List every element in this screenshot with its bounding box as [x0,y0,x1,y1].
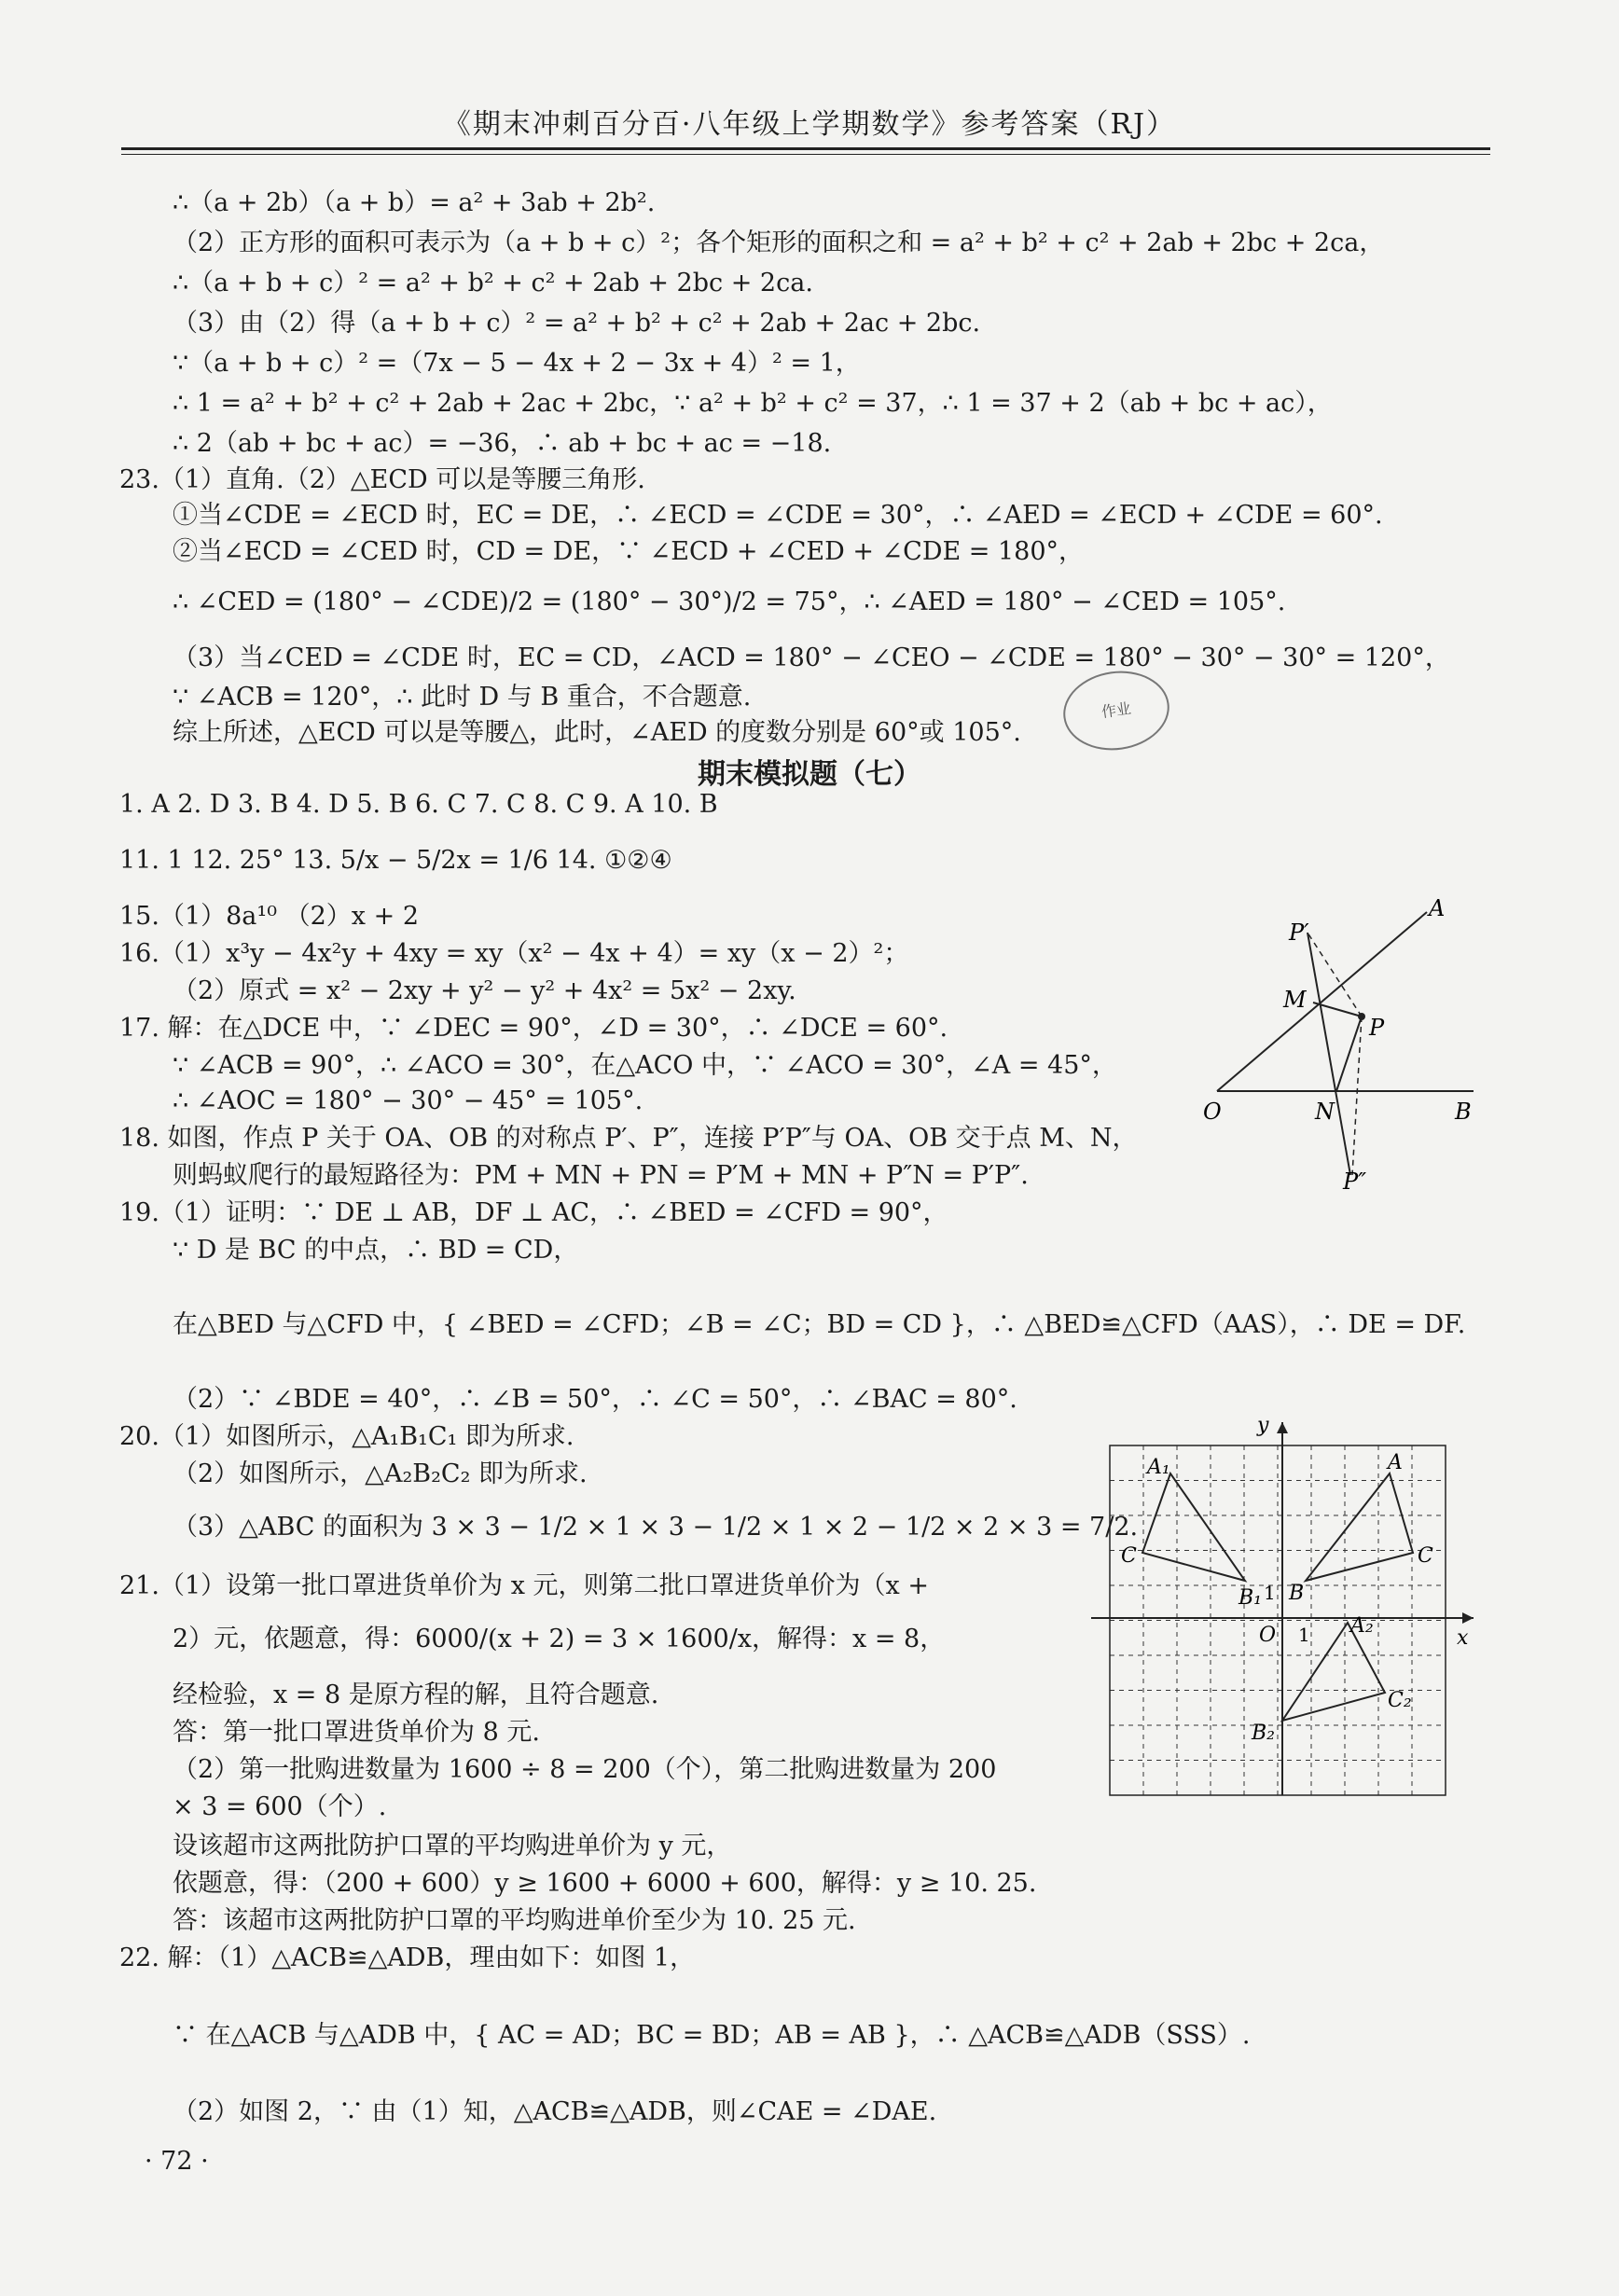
label-origin: O [1259,1624,1277,1647]
header-rule [121,147,1490,150]
question-23: 23.（1）直角.（2）△ECD 可以是等腰三角形. [119,465,645,494]
label-p-double-prime: P″ [1343,1169,1367,1195]
text-line: （2）正方形的面积可表示为（a + b + c）²；各个矩形的面积之和 = a² + b² + c² + 2ab + 2bc + 2ca， [173,228,1385,257]
label-one-x: 1 [1298,1624,1310,1646]
text-line: 2）元，依题意，得：6000/(x + 2) = 3 × 1600/x，解得：x = 8， [173,1625,946,1653]
label-b: B [1289,1582,1305,1605]
question-20: 20.（1）如图所示，△A₁B₁C₁ 即为所求. [119,1422,574,1451]
text-line: 依题意，得：（200 + 600）y ≥ 1600 + 6000 + 600，解得：y ≥ 10. 25. [173,1869,1037,1898]
label-x: x [1457,1626,1469,1650]
label-p-prime: P′ [1289,920,1309,946]
grid [1110,1445,1446,1795]
label-n: N [1315,1099,1335,1125]
triangle-abc [1306,1473,1413,1581]
label-b: B [1455,1099,1472,1125]
text-line: ①当∠CDE = ∠ECD 时，EC = DE，∴ ∠ECD = ∠CDE = 30°，∴ ∠AED = ∠ECD + ∠CDE = 60°. [173,501,1383,530]
text-line: ∵ ∠ACB = 90°，∴ ∠ACO = 30°，在△ACO 中，∵ ∠ACO = 30°，∠A = 45°， [173,1051,1117,1080]
text-line: 在△BED 与△CFD 中，{ ∠BED = ∠CFD；∠B = ∠C；BD = CD }，∴ △BED≌△CFD（AAS），∴ DE = DF. [173,1310,1466,1339]
text-line: （2）∵ ∠BDE = 40°，∴ ∠B = 50°，∴ ∠C = 50°，∴ ∠BAC = 80°. [173,1385,1017,1414]
question-17: 17. 解：在△DCE 中，∵ ∠DEC = 90°，∠D = 30°，∴ ∠DCE = 60°. [119,1014,948,1043]
text-line: 则蚂蚁爬行的最短路径为：PM + MN + PN = P′M + MN + P″N = P′P″. [173,1161,1029,1190]
text-line: （2）原式 = x² − 2xy + y² − y² + 4x² = 5x² − 2xy. [173,976,796,1005]
text-line: （2）如图 2，∵ 由（1）知，△ACB≌△ADB，则∠CAE = ∠DAE. [173,2097,937,2126]
question-18: 18. 如图，作点 P 关于 OA、OB 的对称点 P′、P″，连接 P′P″与 OA、OB 交于点 M、N， [119,1124,1138,1153]
question-15: 15.（1）8a¹⁰ （2）x + 2 [119,902,419,931]
text-line: ∴（a + 2b）（a + b）= a² + 3ab + 2b². [173,188,656,217]
y-axis-arrow [1277,1422,1288,1433]
label-m: M [1283,987,1307,1013]
figure-q18 [1203,895,1501,1212]
answers-1-10: 1. A 2. D 3. B 4. D 5. B 6. C 7. C 8. C 9. A 10. B [119,790,718,819]
answers-11-14: 11. 1 12. 25° 13. 5/x − 5/2x = 1/6 14. ①②④ [119,846,672,875]
label-c1: C [1121,1544,1137,1568]
figure-q20 [1091,1413,1483,1805]
page-number: · 72 · [145,2147,209,2176]
text-line: （3）△ABC 的面积为 3 × 3 − 1/2 × 1 × 3 − 1/2 × 1 × 2 − 1/2 × 2 × 3 = 7/2. [173,1513,1139,1542]
point-p [1358,1013,1365,1020]
text-line: ∵（a + b + c）² =（7x − 5 − 4x + 2 − 3x + 4）² = 1， [173,349,861,378]
label-o: O [1203,1099,1222,1125]
text-line: ②当∠ECD = ∠CED 时，CD = DE，∵ ∠ECD + ∠CED + ∠CDE = 180°， [173,537,1084,566]
label-a2: A₂ [1350,1614,1374,1638]
text-line: （2）如图所示，△A₂B₂C₂ 即为所求. [173,1459,588,1488]
text-line: ∴ 1 = a² + b² + c² + 2ab + 2ac + 2bc，∵ a² + b² + c² = 37，∴ 1 = 37 + 2（ab + bc + ac）， [173,389,1333,418]
text-line: ∵ D 是 BC 的中点，∴ BD = CD， [173,1236,579,1265]
text-line: ∵ 在△ACB 与△ADB 中，{ AC = AD；BC = BD；AB = AB }，∴ △ACB≌△ADB（SSS）. [173,2021,1251,2050]
text-line: （2）第一批购进数量为 1600 ÷ 8 = 200（个），第二批购进数量为 200 [173,1755,997,1784]
text-line: ∴ 2（ab + bc + ac）= −36，∴ ab + bc + ac = −18. [173,429,832,458]
ray-oa [1217,912,1427,1091]
triangle-a1b1c1 [1142,1473,1245,1581]
text-line: 综上所述，△ECD 可以是等腰△，此时，∠AED 的度数分别是 60°或 105°. [173,718,1021,747]
label-a: A [1388,1451,1403,1474]
label-y: y [1257,1414,1269,1437]
text-line: ∴ ∠CED = (180° − ∠CDE)/2 = (180° − 30°)/2 = 75°，∴ ∠AED = 180° − ∠CED = 105°. [173,588,1286,616]
page-header: 《期末冲刺百分百·八年级上学期数学》参考答案（RJ） [442,108,1177,141]
question-21: 21.（1）设第一批口罩进货单价为 x 元，则第二批口罩进货单价为（x + [119,1571,929,1600]
text-line: ∴ ∠AOC = 180° − 30° − 45° = 105°. [173,1086,643,1115]
section-title: 期末模拟题（七） [698,758,921,791]
text-line: ∵ ∠ACB = 120°，∴ 此时 D 与 B 重合，不合题意. [173,683,752,712]
question-22: 22. 解：（1）△ACB≌△ADB，理由如下：如图 1， [119,1943,696,1972]
text-line: （3）由（2）得（a + b + c）² = a² + b² + c² + 2ab + 2ac + 2bc. [173,309,981,338]
label-b2: B₂ [1252,1722,1275,1745]
label-c: C [1418,1544,1433,1568]
label-p: P [1369,1015,1385,1041]
question-19: 19.（1）证明：∵ DE ⊥ AB，DF ⊥ AC，∴ ∠BED = ∠CFD = 90°， [119,1198,948,1227]
text-line: ∴（a + b + c）² = a² + b² + c² + 2ab + 2bc + 2ca. [173,269,813,297]
text-line: 答：该超市这两批防护口罩的平均购进单价至少为 10. 25 元. [173,1906,856,1935]
stamp: 作业 [1059,664,1175,756]
text-line: 经检验，x = 8 是原方程的解，且符合题意. [173,1681,659,1709]
header-rule-thin [121,154,1490,155]
text-line: （3）当∠CED = ∠CDE 时，EC = CD，∠ACD = 180° − ∠CEO − ∠CDE = 180° − 30° − 30° = 120°， [173,643,1450,672]
label-c2: C₂ [1388,1689,1412,1712]
x-axis-arrow [1462,1612,1474,1624]
label-a: A [1429,895,1446,921]
label-b1: B₁ [1238,1586,1262,1610]
text-line: 答：第一批口罩进货单价为 8 元. [173,1718,540,1747]
label-a1: A₁ [1147,1456,1170,1479]
label-one-y: 1 [1264,1582,1276,1604]
text-line: × 3 = 600（个）. [173,1792,387,1821]
text-line: 设该超市这两批防护口罩的平均购进单价为 y 元， [173,1832,732,1860]
question-16: 16.（1）x³y − 4x²y + 4xy = xy（x² − 4x + 4）= xy（x − 2）²； [119,939,909,968]
segment-p1-p2 [1308,933,1350,1175]
